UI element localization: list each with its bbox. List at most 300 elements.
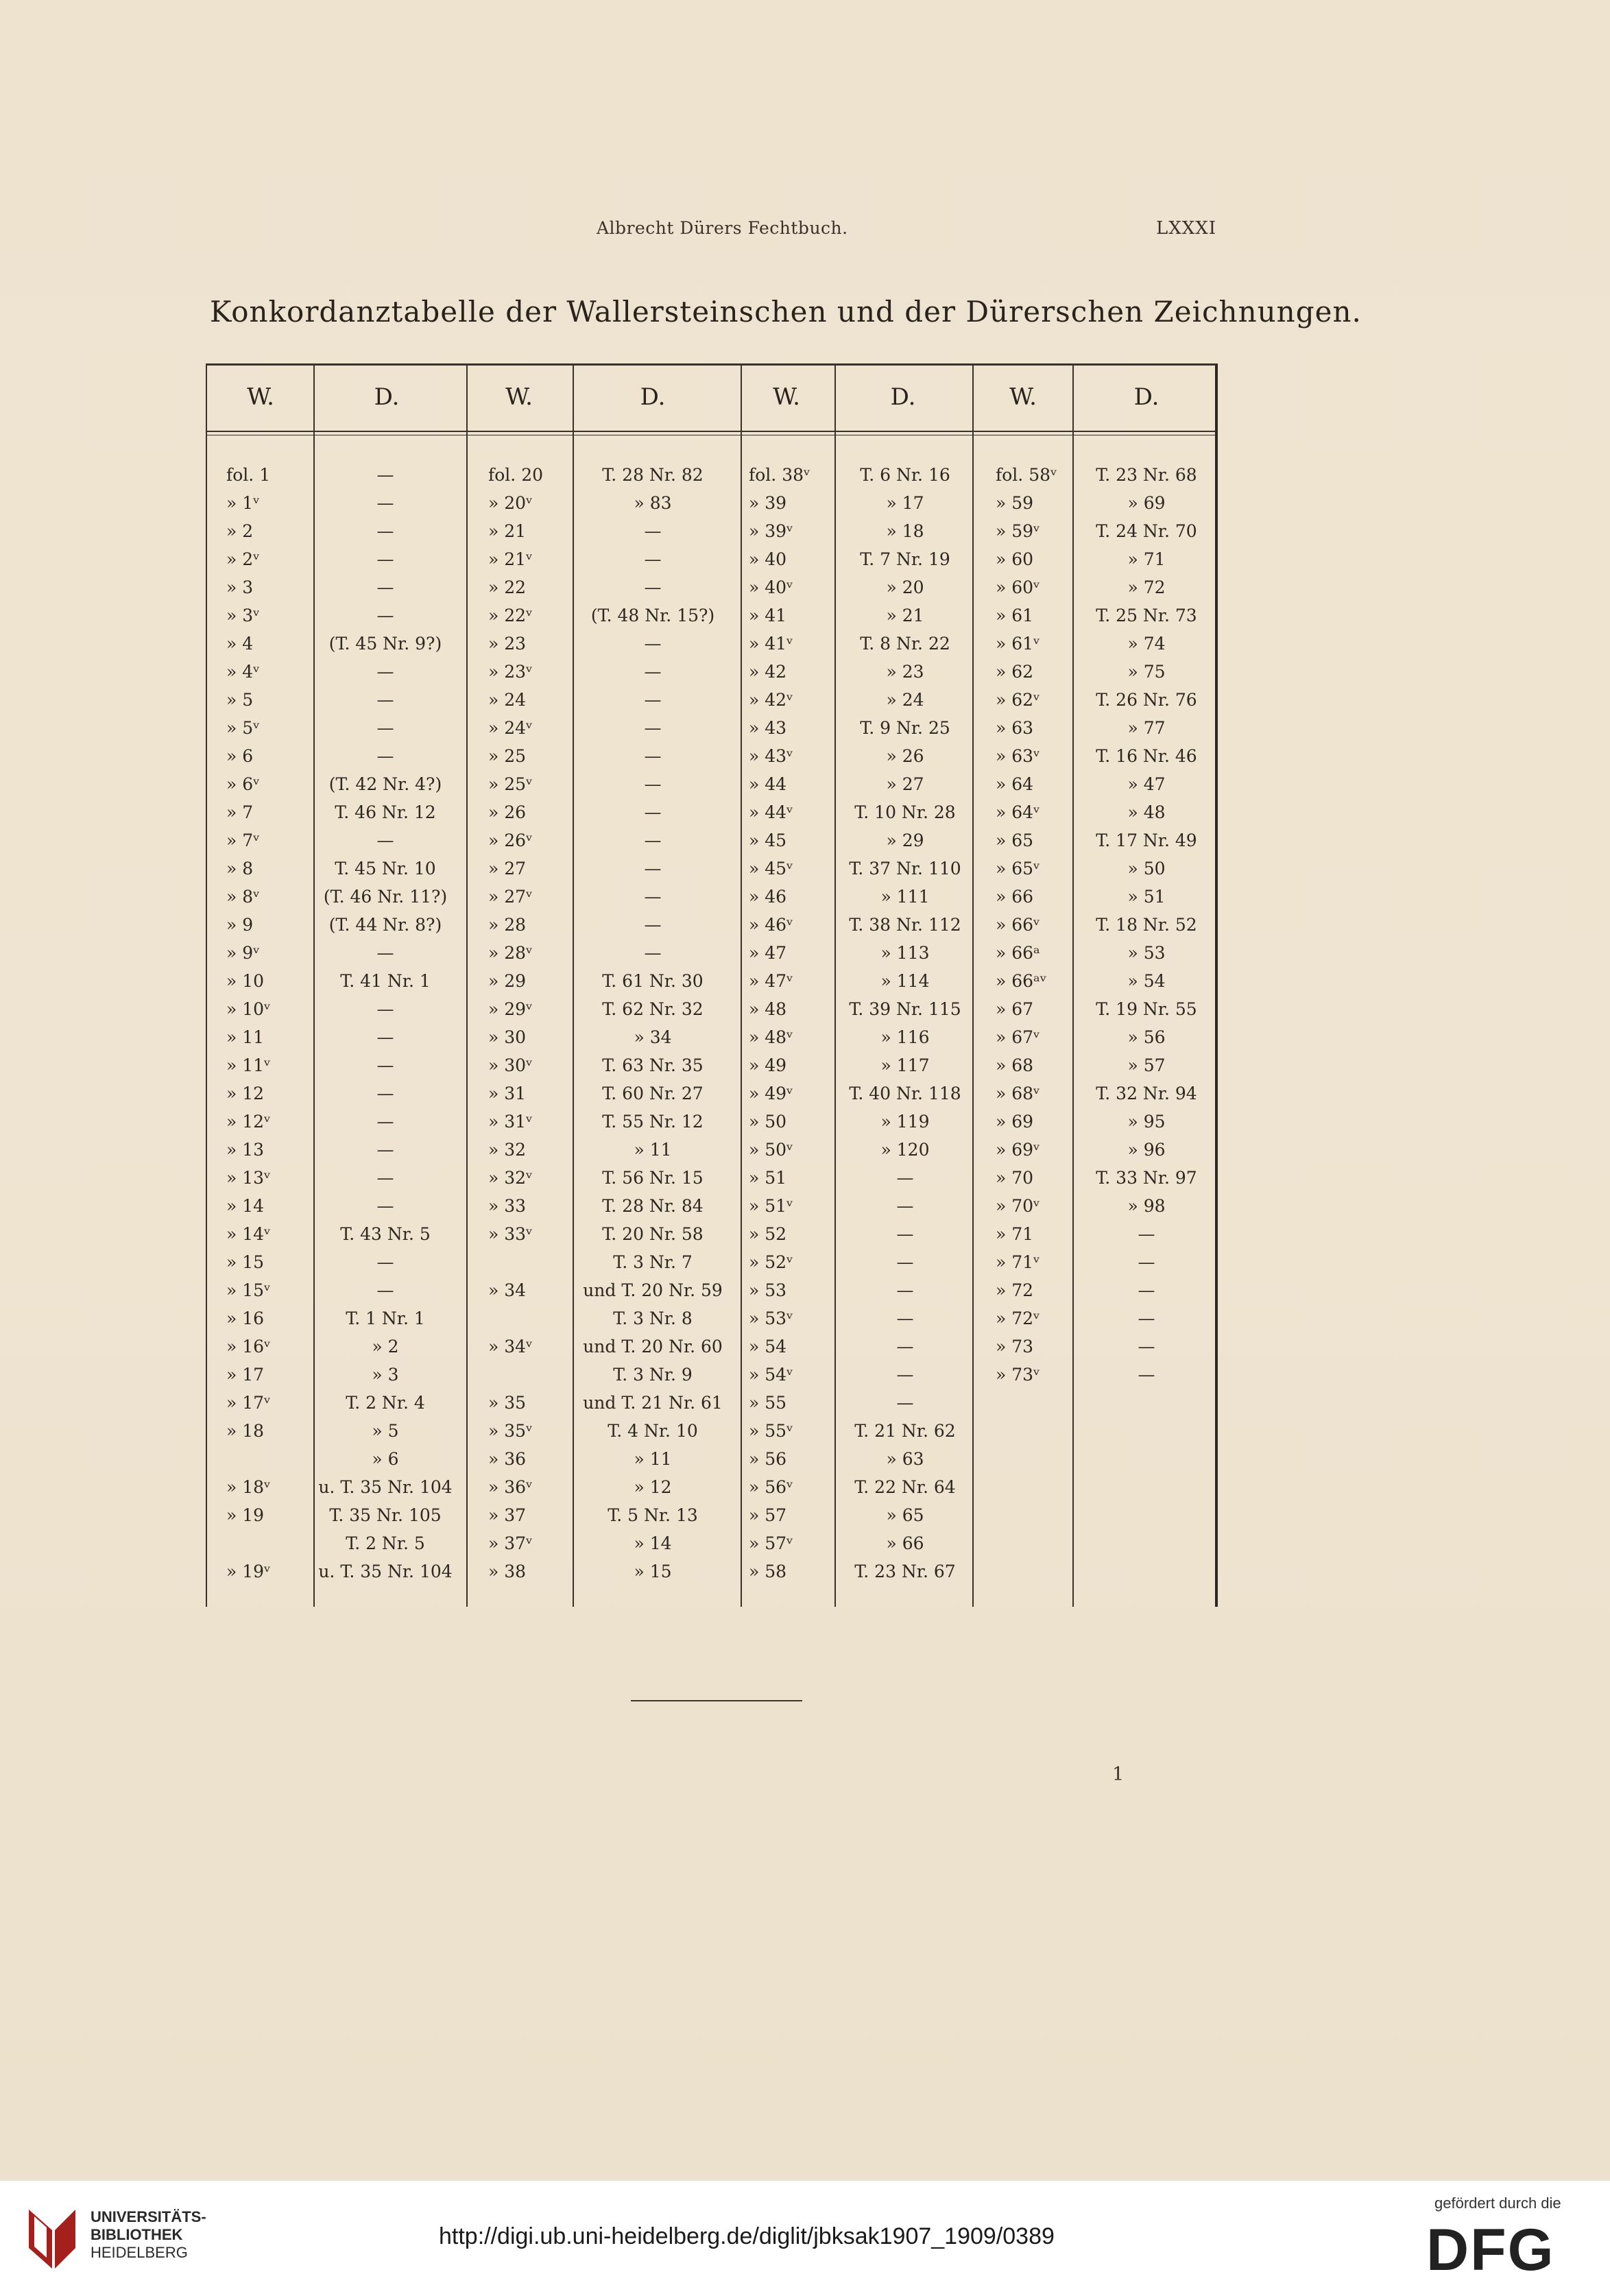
cell-d: — — [1138, 1280, 1155, 1300]
cell-d: » 117 — [880, 1055, 930, 1075]
cell-w: » 71 — [996, 1224, 1034, 1244]
cell-w: » 35 — [488, 1393, 527, 1413]
cell-d: T. 35 Nr. 105 — [329, 1505, 442, 1525]
cell-w: » 67ᵛ — [996, 1027, 1040, 1047]
header-rule — [207, 431, 1215, 432]
cell-w: » 40 — [749, 549, 787, 569]
cell-w: fol. 1 — [226, 465, 271, 485]
cell-w: » 47ᵛ — [749, 971, 793, 991]
cell-w: » 56 — [749, 1449, 787, 1469]
cell-w: » 59 — [996, 493, 1034, 513]
cell-d: » 11 — [634, 1449, 672, 1469]
cell-d: » 65 — [886, 1505, 924, 1525]
cell-w: » 34 — [488, 1280, 527, 1300]
column-divider — [1072, 366, 1074, 1607]
cell-d: T. 39 Nr. 115 — [849, 999, 961, 1019]
cell-d: T. 18 Nr. 52 — [1096, 915, 1197, 935]
cell-w: » 39 — [749, 493, 787, 513]
cell-w: » 17ᵛ — [226, 1393, 271, 1413]
cell-w: » 2 — [226, 521, 254, 541]
cell-d: T. 28 Nr. 84 — [602, 1196, 704, 1216]
cell-w: » 57ᵛ — [749, 1533, 793, 1553]
cell-d: T. 33 Nr. 97 — [1096, 1168, 1197, 1188]
cell-d: » 5 — [372, 1421, 399, 1441]
cell-d: » 21 — [886, 606, 924, 625]
cell-w: » 13ᵛ — [226, 1168, 271, 1188]
cell-d: » 56 — [1127, 1027, 1166, 1047]
library-name-line3: HEIDELBERG — [91, 2244, 188, 2261]
cell-w: » 21ᵛ — [488, 549, 533, 569]
column-divider — [834, 366, 836, 1607]
cell-w: » 41ᵛ — [749, 634, 793, 654]
cell-d: (T. 42 Nr. 4?) — [328, 774, 442, 794]
cell-d: — — [644, 830, 662, 850]
cell-d: » 113 — [880, 943, 930, 963]
cell-w: » 35ᵛ — [488, 1421, 533, 1441]
cell-d: — — [376, 549, 394, 569]
cell-d: T. 2 Nr. 5 — [346, 1533, 425, 1553]
cell-w: » 15ᵛ — [226, 1280, 271, 1300]
cell-w: » 45ᵛ — [749, 859, 793, 878]
cell-w: » 44 — [749, 774, 787, 794]
cell-w: » 31ᵛ — [488, 1112, 533, 1132]
cell-w: » 48 — [749, 999, 787, 1019]
cell-d: T. 60 Nr. 27 — [602, 1084, 704, 1103]
cell-d: T. 23 Nr. 68 — [1096, 465, 1197, 485]
header-w: W. — [1009, 383, 1037, 411]
cell-w: » 16ᵛ — [226, 1337, 271, 1356]
concordance-table — [206, 363, 1218, 1607]
cell-d: — — [376, 493, 394, 513]
cell-w: » 22ᵛ — [488, 606, 533, 625]
cell-d: — — [376, 999, 394, 1019]
cell-w: » 12ᵛ — [226, 1112, 271, 1132]
cell-d: » 15 — [634, 1562, 672, 1581]
cell-w: fol. 58ᵛ — [996, 465, 1057, 485]
cell-d: T. 3 Nr. 8 — [613, 1308, 693, 1328]
cell-w: » 36ᵛ — [488, 1477, 533, 1497]
cell-w: » 28 — [488, 915, 527, 935]
end-rule — [631, 1700, 802, 1701]
cell-w: » 10ᵛ — [226, 999, 271, 1019]
cell-d: (T. 45 Nr. 9?) — [328, 634, 442, 654]
cell-w: » 49 — [749, 1055, 787, 1075]
cell-d: — — [644, 634, 662, 654]
cell-w: » 47 — [749, 943, 787, 963]
cell-d: — — [376, 1252, 394, 1272]
cell-d: (T. 46 Nr. 11?) — [323, 887, 448, 907]
cell-d: — — [896, 1308, 914, 1328]
cell-w: » 66 — [996, 887, 1034, 907]
cell-d: T. 9 Nr. 25 — [860, 718, 950, 738]
cell-d: — — [896, 1365, 914, 1385]
cell-d: T. 1 Nr. 1 — [346, 1308, 425, 1328]
cell-d: — — [376, 465, 394, 485]
cell-d: T. 63 Nr. 35 — [602, 1055, 704, 1075]
cell-w: » 16 — [226, 1308, 265, 1328]
permalink-url[interactable]: http://digi.ub.uni-heidelberg.de/diglit/jbksak1907_1909/0389 — [439, 2223, 1055, 2249]
cell-d: T. 23 Nr. 67 — [854, 1562, 956, 1581]
cell-w: » 49ᵛ — [749, 1084, 793, 1103]
cell-d: — — [376, 1084, 394, 1103]
cell-w: » 65ᵛ — [996, 859, 1040, 878]
cell-d: — — [644, 577, 662, 597]
cell-w: » 24 — [488, 690, 527, 710]
cell-d: — — [896, 1224, 914, 1244]
cell-w: » 27 — [488, 859, 527, 878]
cell-d: — — [376, 577, 394, 597]
cell-w: » 55 — [749, 1393, 787, 1413]
cell-w: » 70ᵛ — [996, 1196, 1040, 1216]
cell-d: » 29 — [886, 830, 924, 850]
cell-w: » 48ᵛ — [749, 1027, 793, 1047]
cell-w: » 30ᵛ — [488, 1055, 533, 1075]
cell-w: » 23ᵛ — [488, 662, 533, 682]
cell-d: T. 38 Nr. 112 — [849, 915, 961, 935]
cell-w: » 18ᵛ — [226, 1477, 271, 1497]
cell-w: » 40ᵛ — [749, 577, 793, 597]
cell-w: » 52 — [749, 1224, 787, 1244]
cell-d: T. 28 Nr. 82 — [602, 465, 704, 485]
cell-w: » 21 — [488, 521, 527, 541]
cell-d: T. 61 Nr. 30 — [602, 971, 704, 991]
cell-w: » 3 — [226, 577, 254, 597]
column-divider — [741, 366, 742, 1607]
cell-d: » 50 — [1127, 859, 1166, 878]
cell-d: » 66 — [886, 1533, 924, 1553]
cell-d: » 75 — [1127, 662, 1166, 682]
cell-d: T. 40 Nr. 118 — [849, 1084, 961, 1103]
cell-d: T. 20 Nr. 58 — [602, 1224, 704, 1244]
cell-d: T. 6 Nr. 16 — [860, 465, 950, 485]
cell-w: » 42 — [749, 662, 787, 682]
cell-w: » 36 — [488, 1449, 527, 1469]
cell-d: T. 25 Nr. 73 — [1096, 606, 1197, 625]
cell-w: » 26 — [488, 802, 527, 822]
cell-w: » 5 — [226, 690, 254, 710]
cell-d: — — [644, 802, 662, 822]
cell-w: » 9 — [226, 915, 254, 935]
library-name-line1: UNIVERSITÄTS- — [91, 2208, 206, 2225]
funding-note: gefördert durch die — [1434, 2195, 1561, 2212]
cell-w: fol. 38ᵛ — [749, 465, 810, 485]
cell-d: u. T. 35 Nr. 104 — [318, 1477, 453, 1497]
cell-w: » 37 — [488, 1505, 527, 1525]
cell-w: » 13 — [226, 1140, 265, 1160]
cell-d: — — [896, 1252, 914, 1272]
cell-d: » 6 — [372, 1449, 399, 1469]
running-title: Albrecht Dürers Fechtbuch. — [597, 218, 848, 238]
cell-d: » 116 — [880, 1027, 930, 1047]
header-w: W. — [773, 383, 800, 411]
cell-d: — — [376, 1112, 394, 1132]
cell-d: T. 45 Nr. 10 — [335, 859, 436, 878]
cell-d: » 24 — [886, 690, 924, 710]
cell-d: — — [644, 774, 662, 794]
cell-d: » 14 — [634, 1533, 672, 1553]
cell-w: » 53 — [749, 1280, 787, 1300]
cell-w: » 41 — [749, 606, 787, 625]
cell-d: » 47 — [1127, 774, 1166, 794]
cell-d: — — [376, 830, 394, 850]
cell-w: » 14ᵛ — [226, 1224, 271, 1244]
cell-w: » 46 — [749, 887, 787, 907]
cell-w: » 62 — [996, 662, 1034, 682]
cell-w: » 29 — [488, 971, 527, 991]
cell-d: — — [896, 1168, 914, 1188]
cell-w: » 5ᵛ — [226, 718, 260, 738]
cell-w: » 63 — [996, 718, 1034, 738]
cell-w: » 1ᵛ — [226, 493, 260, 513]
folio-number: 1 — [1112, 1764, 1125, 1785]
cell-w: » 32 — [488, 1140, 527, 1160]
cell-w: » 6 — [226, 746, 254, 766]
dfg-logo[interactable]: DFG — [1426, 2217, 1555, 2283]
cell-d: » 57 — [1127, 1055, 1166, 1075]
cell-d: » 74 — [1127, 634, 1166, 654]
cell-d: T. 10 Nr. 28 — [854, 802, 956, 822]
cell-w: » 43ᵛ — [749, 746, 793, 766]
cell-d: — — [1138, 1308, 1155, 1328]
cell-w: » 24ᵛ — [488, 718, 533, 738]
cell-w: » 8ᵛ — [226, 887, 260, 907]
cell-d: » 11 — [634, 1140, 672, 1160]
cell-d: T. 26 Nr. 76 — [1096, 690, 1197, 710]
header-d: D. — [890, 383, 916, 411]
cell-d: — — [896, 1196, 914, 1216]
cell-w: » 44ᵛ — [749, 802, 793, 822]
cell-w: » 23 — [488, 634, 527, 654]
cell-w: » 8 — [226, 859, 254, 878]
library-name-line2: BIBLIOTHEK — [91, 2226, 183, 2243]
cell-d: — — [376, 690, 394, 710]
cell-w: » 9ᵛ — [226, 943, 260, 963]
cell-d: u. T. 35 Nr. 104 — [318, 1562, 453, 1581]
cell-w: » 69ᵛ — [996, 1140, 1040, 1160]
cell-w: » 66ᵃ — [996, 943, 1040, 963]
cell-d: » 96 — [1127, 1140, 1166, 1160]
cell-w: » 7 — [226, 802, 254, 822]
cell-w: » 15 — [226, 1252, 265, 1272]
cell-d: — — [376, 1280, 394, 1300]
cell-w: » 3ᵛ — [226, 606, 260, 625]
cell-w: » 29ᵛ — [488, 999, 533, 1019]
cell-d: T. 22 Nr. 64 — [854, 1477, 956, 1497]
header-w: W. — [247, 383, 274, 411]
cell-w: » 37ᵛ — [488, 1533, 533, 1553]
cell-d: — — [1138, 1224, 1155, 1244]
cell-d: T. 2 Nr. 4 — [346, 1393, 425, 1413]
cell-d: T. 17 Nr. 49 — [1096, 830, 1197, 850]
cell-w: » 57 — [749, 1505, 787, 1525]
cell-d: — — [376, 1027, 394, 1047]
cell-d: T. 41 Nr. 1 — [340, 971, 431, 991]
cell-w: » 33ᵛ — [488, 1224, 533, 1244]
cell-d: » 83 — [634, 493, 672, 513]
cell-w: » 68 — [996, 1055, 1034, 1075]
cell-w: » 33 — [488, 1196, 527, 1216]
cell-d: » 72 — [1127, 577, 1166, 597]
cell-w: » 67 — [996, 999, 1034, 1019]
cell-d: — — [1138, 1252, 1155, 1272]
cell-w: » 56ᵛ — [749, 1477, 793, 1497]
cell-d: — — [644, 718, 662, 738]
cell-d: T. 7 Nr. 19 — [860, 549, 950, 569]
cell-w: » 39ᵛ — [749, 521, 793, 541]
cell-d: » 12 — [634, 1477, 672, 1497]
cell-d: — — [644, 521, 662, 541]
cell-d: — — [376, 1196, 394, 1216]
cell-w: » 42ᵛ — [749, 690, 793, 710]
cell-d: » 114 — [880, 971, 930, 991]
cell-d: » 69 — [1127, 493, 1166, 513]
cell-w: » 70 — [996, 1168, 1034, 1188]
cell-w: » 4 — [226, 634, 254, 654]
cell-d: — — [644, 859, 662, 878]
cell-w: » 46ᵛ — [749, 915, 793, 935]
header-d: D. — [374, 383, 400, 411]
cell-d: T. 62 Nr. 32 — [602, 999, 704, 1019]
cell-w: » 73ᵛ — [996, 1365, 1040, 1385]
cell-d: und T. 21 Nr. 61 — [583, 1393, 723, 1413]
cell-w: » 26ᵛ — [488, 830, 533, 850]
cell-d: » 54 — [1127, 971, 1166, 991]
cell-d: » 2 — [372, 1337, 399, 1356]
cell-w: » 61ᵛ — [996, 634, 1040, 654]
cell-d: » 20 — [886, 577, 924, 597]
cell-d: — — [376, 746, 394, 766]
cell-d: » 63 — [886, 1449, 924, 1469]
cell-w: » 28ᵛ — [488, 943, 533, 963]
cell-w: » 52ᵛ — [749, 1252, 793, 1272]
cell-d: T. 21 Nr. 62 — [854, 1421, 956, 1441]
cell-w: » 54 — [749, 1337, 787, 1356]
cell-w: » 2ᵛ — [226, 549, 260, 569]
cell-d: T. 56 Nr. 15 — [602, 1168, 704, 1188]
cell-d: — — [376, 606, 394, 625]
cell-d: T. 3 Nr. 9 — [613, 1365, 693, 1385]
library-name — [91, 2208, 206, 2262]
table-title: Konkordanztabelle der Wallersteinschen und der Dürerschen Zeichnungen. — [210, 295, 1362, 328]
cell-d: T. 8 Nr. 22 — [860, 634, 950, 654]
cell-d: » 53 — [1127, 943, 1166, 963]
cell-w: » 69 — [996, 1112, 1034, 1132]
ub-heidelberg-logo[interactable] — [19, 2200, 85, 2277]
cell-w: » 65 — [996, 830, 1034, 850]
cell-w: » 32ᵛ — [488, 1168, 533, 1188]
viewer-footer — [0, 2181, 1610, 2296]
cell-d: — — [376, 521, 394, 541]
cell-d: » 98 — [1127, 1196, 1166, 1216]
cell-w: » 25 — [488, 746, 527, 766]
cell-w: » 63ᵛ — [996, 746, 1040, 766]
column-divider — [313, 366, 315, 1607]
cell-d: T. 24 Nr. 70 — [1096, 521, 1197, 541]
cell-d: T. 4 Nr. 10 — [608, 1421, 698, 1441]
cell-d: T. 43 Nr. 5 — [340, 1224, 431, 1244]
cell-w: » 50ᵛ — [749, 1140, 793, 1160]
column-divider — [466, 366, 468, 1607]
cell-d: T. 37 Nr. 110 — [849, 859, 961, 878]
cell-d: » 111 — [880, 887, 930, 907]
cell-w: fol. 20 — [488, 465, 544, 485]
cell-w: » 73 — [996, 1337, 1034, 1356]
cell-d: » 95 — [1127, 1112, 1166, 1132]
cell-w: » 14 — [226, 1196, 265, 1216]
cell-d: » 34 — [634, 1027, 672, 1047]
cell-d: — — [644, 746, 662, 766]
cell-d: (T. 44 Nr. 8?) — [328, 915, 442, 935]
cell-w: » 66ᵛ — [996, 915, 1040, 935]
cell-d: und T. 20 Nr. 60 — [583, 1337, 723, 1356]
cell-w: » 27ᵛ — [488, 887, 533, 907]
cell-w: » 43 — [749, 718, 787, 738]
cell-w: » 45 — [749, 830, 787, 850]
cell-d: — — [376, 662, 394, 682]
cell-d: — — [376, 1055, 394, 1075]
cell-d: — — [644, 915, 662, 935]
cell-w: » 19 — [226, 1505, 265, 1525]
cell-d: » 51 — [1127, 887, 1166, 907]
cell-d: T. 32 Nr. 94 — [1096, 1084, 1197, 1103]
cell-w: » 12 — [226, 1084, 265, 1103]
cell-w: » 51ᵛ — [749, 1196, 793, 1216]
cell-d: — — [1138, 1337, 1155, 1356]
cell-w: » 22 — [488, 577, 527, 597]
cell-w: » 20ᵛ — [488, 493, 533, 513]
cell-w: » 10 — [226, 971, 265, 991]
cell-w: » 11 — [226, 1027, 265, 1047]
cell-d: » 71 — [1127, 549, 1166, 569]
cell-w: » 50 — [749, 1112, 787, 1132]
cell-w: » 61 — [996, 606, 1034, 625]
cell-d: und T. 20 Nr. 59 — [583, 1280, 723, 1300]
cell-w: » 25ᵛ — [488, 774, 533, 794]
cell-d: — — [376, 943, 394, 963]
cell-d: — — [376, 1140, 394, 1160]
cell-d: » 48 — [1127, 802, 1166, 822]
cell-w: » 17 — [226, 1365, 265, 1385]
cell-d: — — [376, 718, 394, 738]
cell-d: — — [644, 887, 662, 907]
cell-w: » 72ᵛ — [996, 1308, 1040, 1328]
cell-w: » 53ᵛ — [749, 1308, 793, 1328]
cell-d: T. 55 Nr. 12 — [602, 1112, 704, 1132]
cell-d: — — [644, 690, 662, 710]
cell-d: — — [644, 943, 662, 963]
cell-w: » 4ᵛ — [226, 662, 260, 682]
cell-d: — — [376, 1168, 394, 1188]
cell-d: (T. 48 Nr. 15?) — [590, 606, 715, 625]
cell-w: » 19ᵛ — [226, 1562, 271, 1581]
cell-w: » 64 — [996, 774, 1034, 794]
cell-w: » 51 — [749, 1168, 787, 1188]
cell-w: » 6ᵛ — [226, 774, 260, 794]
page-number: LXXXI — [1156, 218, 1217, 239]
cell-w: » 62ᵛ — [996, 690, 1040, 710]
cell-d: » 17 — [886, 493, 924, 513]
cell-w: » 68ᵛ — [996, 1084, 1040, 1103]
header-w: W. — [505, 383, 533, 411]
cell-d: » 18 — [886, 521, 924, 541]
cell-d: T. 5 Nr. 13 — [608, 1505, 698, 1525]
cell-w: » 30 — [488, 1027, 527, 1047]
cell-d: T. 19 Nr. 55 — [1096, 999, 1197, 1019]
cell-w: » 66ᵃᵛ — [996, 971, 1047, 991]
cell-w: » 7ᵛ — [226, 830, 260, 850]
cell-d: — — [1138, 1365, 1155, 1385]
header-d: D. — [1133, 383, 1160, 411]
